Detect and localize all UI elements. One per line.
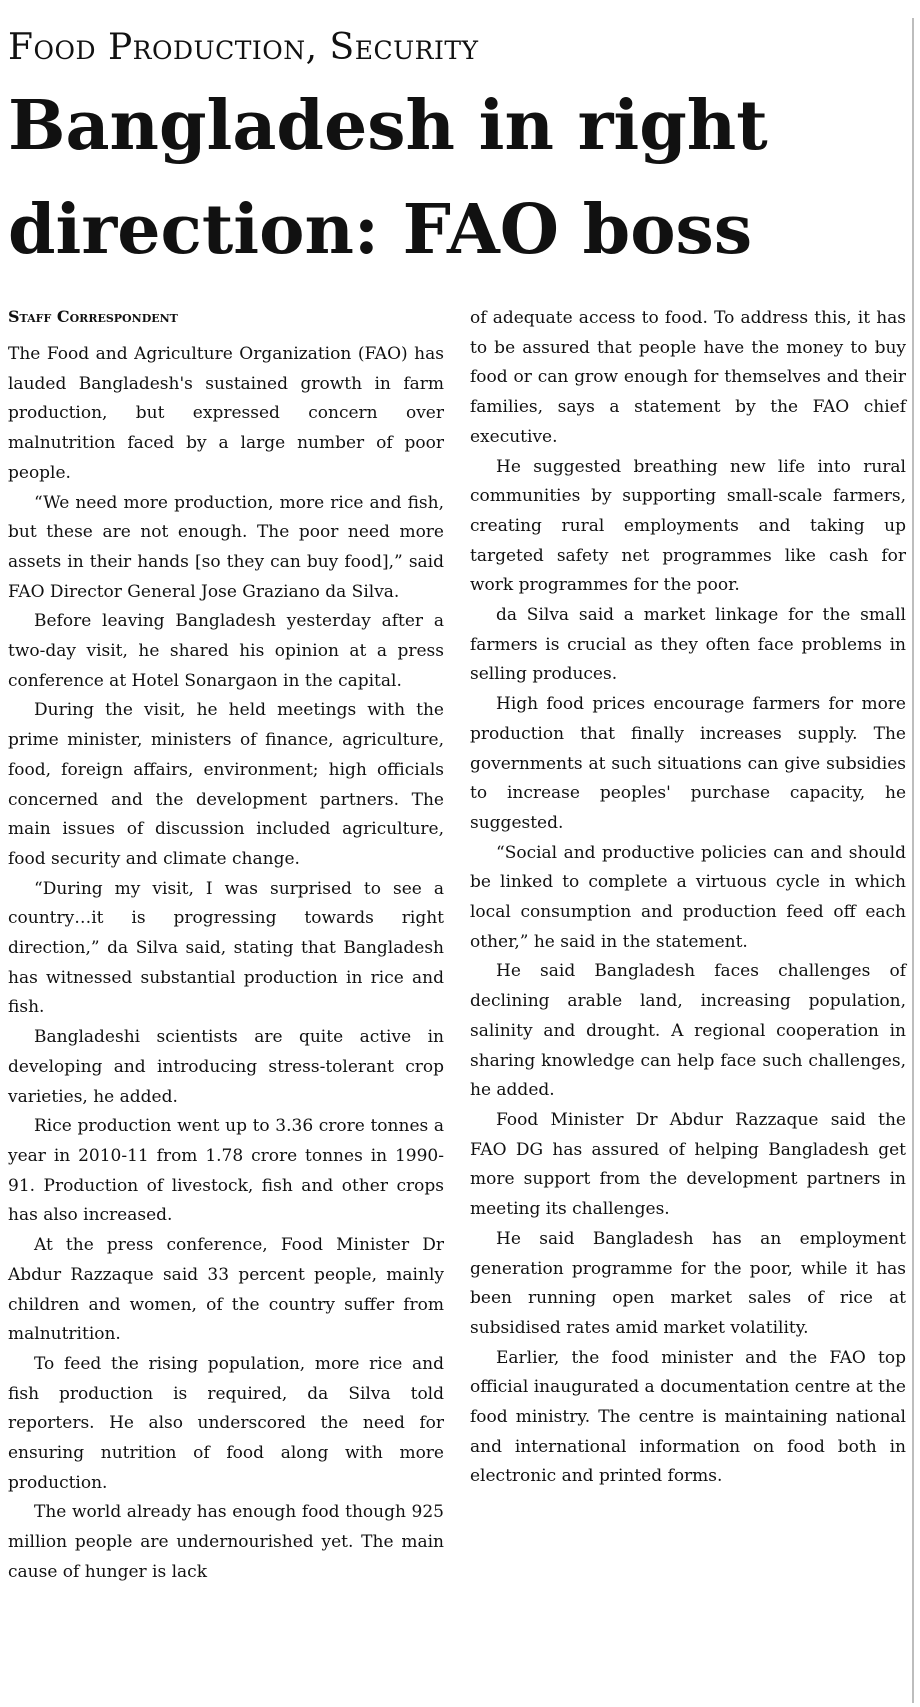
paragraph: The world already has enough food though 925 million people are undernourished yet. The main cause of hunger is lack <box>8 1502 444 1582</box>
left-column <box>8 304 444 1588</box>
paragraph: Bangladeshi scientists are quite active in developing and introducing stress-tolerant crop varieties, he added. <box>8 1027 444 1107</box>
paragraph: During the visit, he held meetings with the prime minister, ministers of finance, agriculture, food, foreign affairs, environment; high officials concerned and the development partners. The main issues of discussion included agriculture, food security and climate change. <box>8 700 444 869</box>
right-column <box>470 304 906 1588</box>
paragraph: He said Bangladesh faces challenges of declining arable land, increasing population, salinity and drought. A regional cooperation in sharing knowledge can help face such challenges, he added. <box>470 961 906 1101</box>
paragraph: Rice production went up to 3.36 crore tonnes a year in 2010-11 from 1.78 crore tonnes in 1990-91. Production of livestock, fish and other crops has also increased. <box>8 1116 444 1226</box>
paragraph: of adequate access to food. To address this, it has to be assured that people have the money to buy food or can grow enough for themselves and their families, says a statement by the FAO chief executive. <box>470 308 906 447</box>
paragraph: “During my visit, I was surprised to see a country…it is progressing towards right direction,” da Silva said, stating that Bangladesh has witnessed substantial production in rice and fish. <box>8 878 444 1018</box>
byline: Staff Correspondent <box>8 307 178 326</box>
paragraph: da Silva said a market linkage for the small farmers is crucial as they often face problems in selling produces. <box>470 605 906 685</box>
headline: Bangladesh in right direction: FAO boss <box>8 86 768 270</box>
paragraph: He said Bangladesh has an employment generation programme for the poor, while it has been running open market sales of rice at subsidised rates amid market volatility. <box>470 1228 906 1338</box>
paragraph: Earlier, the food minister and the FAO top official inaugurated a documentation centre at the food ministry. The centre is maintaining national and international information on food both in electronic and printed forms. <box>470 1347 906 1487</box>
paragraph: The Food and Agriculture Organization (FAO) has lauded Bangladesh's sustained growth in farm production, but expressed concern over malnutrition faced by a large number of poor people. <box>8 344 444 483</box>
paragraph: “We need more production, more rice and fish, but these are not enough. The poor need more assets in their hands [so they can buy food],” said FAO Director General Jose Graziano da Silva. <box>8 492 444 602</box>
paragraph: Food Minister Dr Abdur Razzaque said the FAO DG has assured of helping Bangladesh get more support from the development partners in meeting its challenges. <box>470 1109 906 1220</box>
paragraph: At the press conference, Food Minister Dr Abdur Razzaque said 33 percent people, mainly children and women, of the country suffer from malnutrition. <box>8 1235 444 1345</box>
kicker: Food Production, Security <box>8 27 479 68</box>
paragraph: To feed the rising population, more rice and fish production is required, da Silva told reporters. He also underscored the need for ensuring nutrition of food along with more production. <box>8 1353 444 1493</box>
paragraph: High food prices encourage farmers for more production that finally increases supply. The governments at such situations can give subsidies to increase peoples' purchase capacity, he suggested. <box>470 694 906 833</box>
paragraph: He suggested breathing new life into rural communities by supporting small-scale farmers, creating rural employments and taking up targeted safety net programmes like cash for work programmes for the poor. <box>470 456 906 596</box>
paragraph: “Social and productive policies can and should be linked to complete a virtuous cycle in which local consumption and production feed off each other,” he said in the statement. <box>470 842 906 952</box>
paragraph: Before leaving Bangladesh yesterday after a two-day visit, he shared his opinion at a press conference at Hotel Sonargaon in the capital. <box>8 611 444 691</box>
article-body <box>8 304 906 1588</box>
column-rule <box>912 18 914 1703</box>
